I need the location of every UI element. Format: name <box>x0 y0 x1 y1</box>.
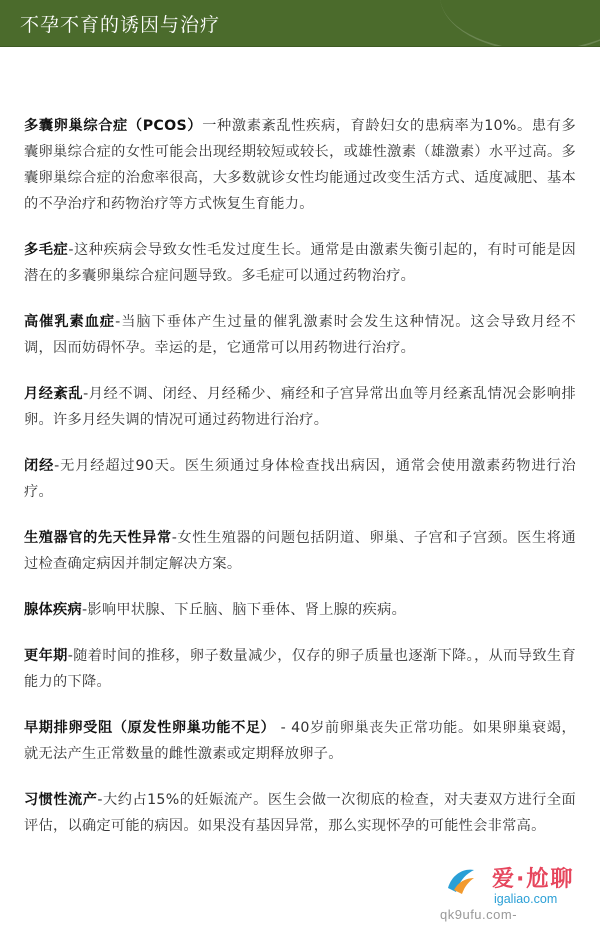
item-text: 当脑下垂体产生过量的催乳激素时会发生这种情况。这会导致月经不调，因而妨碍怀孕。幸运的是，它通常可以用药物进行治疗。 <box>24 314 576 356</box>
item-separator: - <box>54 458 60 474</box>
item-separator: - <box>83 386 89 402</box>
item-text: 月经不调、闭经、月经稀少、痛经和子宫异常出血等月经紊乱情况会影响排卵。许多月经失调的情况可通过药物进行治疗。 <box>24 386 576 428</box>
header-decoration <box>440 0 600 47</box>
item-term: 习惯性流产 <box>24 792 98 808</box>
item-text: 影响甲状腺、下丘脑、脑下垂体、肾上腺的疾病。 <box>87 602 407 618</box>
article-item <box>24 525 576 577</box>
watermark-bottom-text: qk9ufu.com- <box>440 907 518 922</box>
page-title: 不孕不育的诱因与治疗 <box>20 13 221 36</box>
watermark-url: igaliao.com <box>494 892 558 906</box>
article-item <box>24 597 576 623</box>
item-term: 闭经 <box>24 458 55 474</box>
article-item <box>24 309 576 361</box>
article-item <box>24 113 576 217</box>
article-item <box>24 643 576 695</box>
item-term: 多毛症 <box>24 242 69 258</box>
item-separator: - <box>115 314 121 330</box>
item-text: 女性生殖器的问题包括阴道、卵巢、子宫和子宫颈。医生将通过检查确定病因并制定解决方案。 <box>24 530 576 572</box>
item-term: 早期排卵受阻（原发性卵巢功能不足） <box>24 720 276 736</box>
item-separator: - <box>68 242 74 258</box>
item-text: 40岁前卵巢丧失正常功能。如果卵巢衰竭，就无法产生正常数量的雌性激素或定期释放卵子。 <box>24 720 576 762</box>
item-separator: - <box>97 792 103 808</box>
item-text: 一种激素紊乱性疾病，育龄妇女的患病率为10%。患有多囊卵巢综合症的女性可能会出现经期较短或较长，或雄性激素（雄激素）水平过高。多囊卵巢综合症的治愈率很高，大多数就诊女性均能通过改变生活方式、适度减肥、基本的不孕治疗和药物治疗等方式恢复生育能力。 <box>24 118 576 212</box>
item-text: 随着时间的推移，卵子数量减少，仅存的卵子质量也逐渐下降。，从而导致生育能力的下降。 <box>24 648 576 690</box>
article-item <box>24 715 576 767</box>
item-separator: - <box>81 602 88 618</box>
item-separator: - <box>275 720 292 736</box>
item-text: 这种疾病会导致女性毛发过度生长。通常是由激素失衡引起的，有时可能是因潜在的多囊卵巢综合症问题导致。多毛症可以通过药物治疗。 <box>24 242 577 284</box>
site-watermark <box>440 860 590 922</box>
watermark-title: 爱·尬聊 <box>492 867 575 892</box>
watermark-logo-icon <box>444 864 478 898</box>
item-term: 月经紊乱 <box>24 386 84 402</box>
item-text: 大约占15%的妊娠流产。医生会做一次彻底的检查，对夫妻双方进行全面评估，以确定可能的病因。如果没有基因异常，那么实现怀孕的可能性会非常高。 <box>24 792 576 834</box>
item-term: 高催乳素血症 <box>24 314 116 330</box>
item-term: 生殖器官的先天性异常 <box>24 530 172 546</box>
article-item <box>24 381 576 433</box>
item-term: 多囊卵巢综合症（PCOS） <box>24 118 203 134</box>
article-item <box>24 237 576 289</box>
article-item <box>24 453 576 505</box>
article-body <box>0 47 600 839</box>
page-header <box>0 0 600 47</box>
item-separator: - <box>171 530 178 546</box>
item-term: 更年期 <box>24 648 68 664</box>
item-separator: - <box>67 648 74 664</box>
article-item <box>24 787 576 839</box>
item-text: 无月经超过90天。医生须通过身体检查找出病因，通常会使用激素药物进行治疗。 <box>24 458 576 500</box>
item-term: 腺体疾病 <box>24 602 82 618</box>
